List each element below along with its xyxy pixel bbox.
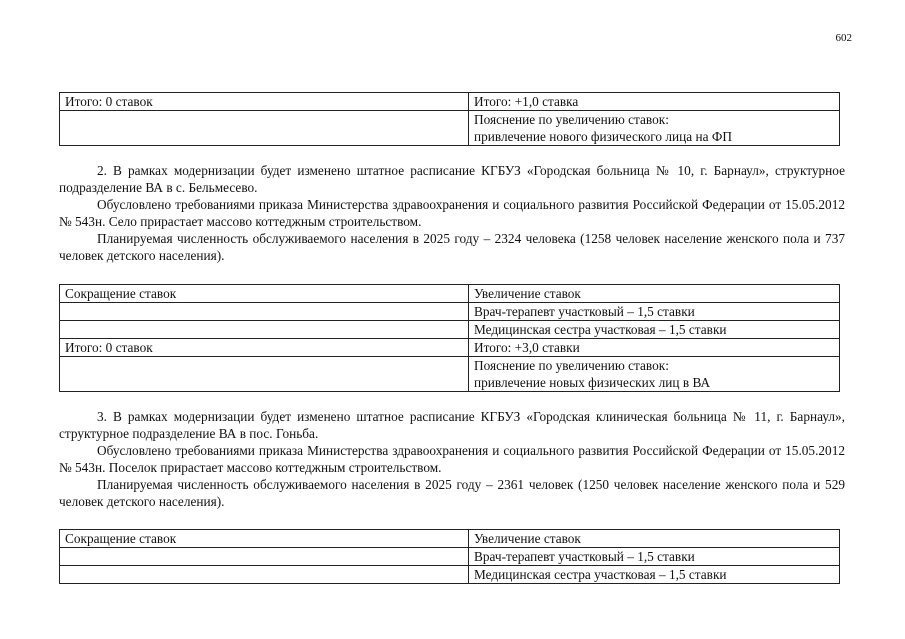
paragraph: Обусловлено требованиями приказа Министерства здравоохранения и социального развития Российской Федерации от 15.05.2012 № 543н. Село прирастает массово коттеджным строительством. xyxy=(59,197,845,229)
cell-line: Врач-терапевт участковый – 1,5 ставки xyxy=(474,304,695,319)
staffing-table-3 xyxy=(59,529,840,584)
table-row xyxy=(60,321,840,339)
table-row xyxy=(60,530,840,548)
table-cell xyxy=(469,566,840,584)
paragraph-text: В рамках модернизации будет изменено штатное расписание КГБУЗ «Городская клиническая больница № 11, г. Барнаул», структурное подразделение ВА в пос. Гоньба. xyxy=(59,409,845,441)
paragraph: Планируемая численность обслуживаемого населения в 2025 году – 2324 человека (1258 человек население женского пола и 737 человек детского населения). xyxy=(59,231,845,263)
paragraph-text: В рамках модернизации будет изменено штатное расписание КГБУЗ «Городская больница № 10, г. Барнаул», структурное подразделение ВА в с. Бельмесево. xyxy=(59,163,845,195)
page-number: 602 xyxy=(835,32,852,44)
table-cell xyxy=(469,357,840,392)
staffing-table-1 xyxy=(59,92,840,146)
table-row xyxy=(60,111,840,146)
table-row xyxy=(60,303,840,321)
cell-line: Пояснение по увеличению ставок: xyxy=(474,112,669,127)
table-cell: Сокращение ставок xyxy=(60,530,469,548)
section-3 xyxy=(59,408,845,510)
table-cell xyxy=(469,111,840,146)
cell-line: привлечение новых физических лиц в ВА xyxy=(474,375,711,390)
cell-line: Итого: +3,0 ставки xyxy=(474,340,580,355)
section-2 xyxy=(59,162,845,264)
table-cell xyxy=(469,93,840,111)
table-row xyxy=(60,339,840,357)
cell-line: Увеличение ставок xyxy=(474,286,581,301)
cell-line: Медицинская сестра участковая – 1,5 ставки xyxy=(474,567,727,582)
table-cell: Итого: 0 ставок xyxy=(60,93,469,111)
table-cell xyxy=(469,530,840,548)
table-cell xyxy=(60,548,469,566)
table-cell xyxy=(469,285,840,303)
section-number: 3. xyxy=(97,409,107,424)
table-cell xyxy=(60,111,469,146)
table-cell xyxy=(60,321,469,339)
table-row xyxy=(60,93,840,111)
cell-line: Врач-терапевт участковый – 1,5 ставки xyxy=(474,549,695,564)
section-number: 2. xyxy=(97,163,107,178)
cell-line: Итого: +1,0 ставка xyxy=(474,94,579,109)
staffing-table-2 xyxy=(59,284,840,392)
table-cell: Сокращение ставок xyxy=(60,285,469,303)
table-cell xyxy=(469,303,840,321)
paragraph xyxy=(59,162,845,196)
cell-line: Медицинская сестра участковая – 1,5 ставки xyxy=(474,322,727,337)
table-cell xyxy=(469,339,840,357)
table-cell xyxy=(469,321,840,339)
table-cell: Итого: 0 ставок xyxy=(60,339,469,357)
paragraph: Планируемая численность обслуживаемого населения в 2025 году – 2361 человек (1250 человек население женского пола и 529 человек детского населения). xyxy=(59,477,845,509)
table-cell xyxy=(60,303,469,321)
table-row xyxy=(60,357,840,392)
cell-line: Увеличение ставок xyxy=(474,531,581,546)
paragraph: Обусловлено требованиями приказа Министерства здравоохранения и социального развития Российской Федерации от 15.05.2012 № 543н. Поселок прирастает массово коттеджным строительством. xyxy=(59,443,845,475)
table-row xyxy=(60,548,840,566)
paragraph xyxy=(59,408,845,442)
table-row xyxy=(60,285,840,303)
cell-line: привлечение нового физического лица на ФП xyxy=(474,129,732,144)
table-cell xyxy=(60,566,469,584)
table-cell xyxy=(60,357,469,392)
table-row xyxy=(60,566,840,584)
cell-line: Пояснение по увеличению ставок: xyxy=(474,358,669,373)
table-cell xyxy=(469,548,840,566)
